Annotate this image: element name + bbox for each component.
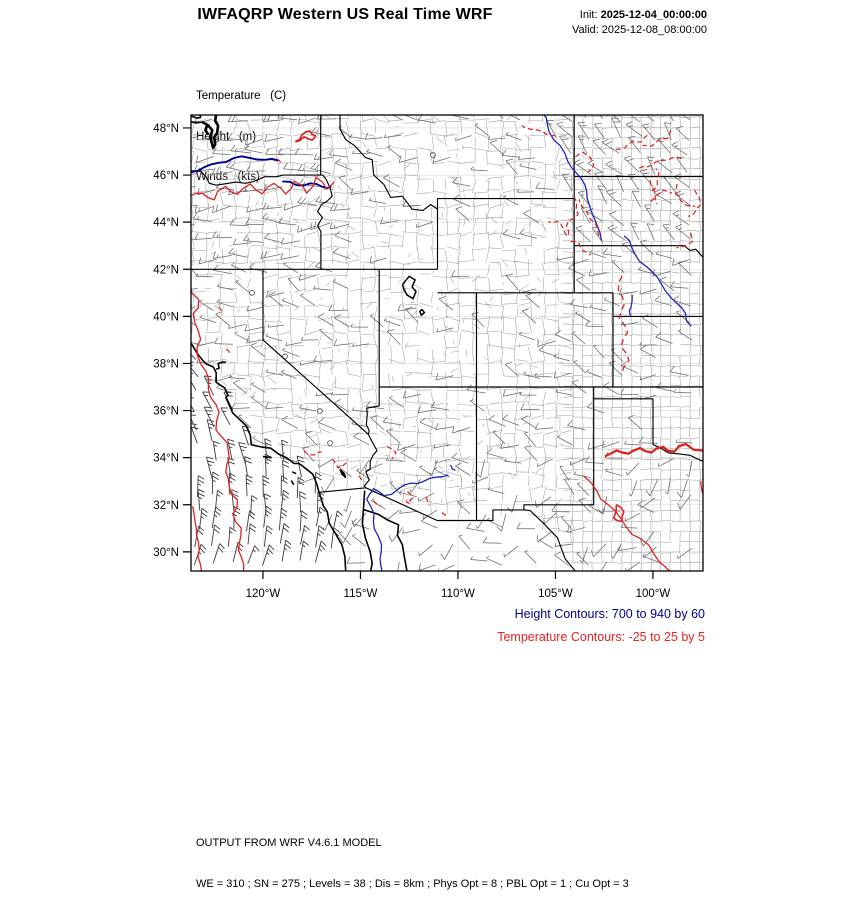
valid-value: 2025-12-08_08:00:00 [601, 24, 707, 36]
lat-tick-label: 42°N [153, 264, 179, 277]
temperature-contours [406, 492, 413, 504]
lon-tick-label: 100°W [635, 588, 671, 600]
valid-label: Valid: [572, 24, 602, 36]
temperature-contours [701, 481, 703, 493]
graticule [191, 115, 703, 571]
temperature-contours [359, 476, 365, 482]
map-layers [170, 100, 710, 579]
temperature-contours [373, 501, 381, 507]
lon-tick-label: 115°W [343, 588, 378, 600]
calm-wind-circle [317, 409, 322, 414]
height-contour-caption: Height Contours: 700 to 940 by 60 [514, 607, 705, 621]
puget-sound [203, 114, 219, 148]
lat-tick-label: 34°N [153, 452, 179, 465]
temperature-contour-caption: Temperature Contours: -25 to 25 by 5 [497, 630, 705, 644]
lat-tick-label: 46°N [153, 170, 179, 183]
init-label: Init: [579, 9, 601, 21]
legend-line-height: Height (m) [196, 130, 257, 143]
lat-tick-label: 30°N [153, 546, 179, 559]
temperature-contours [605, 444, 703, 456]
lon-tick-label: 105°W [538, 588, 573, 600]
temperature-contours [571, 241, 591, 255]
footer-model-line: OUTPUT FROM WRF V4.6.1 MODEL [196, 837, 382, 849]
salton-sea [340, 469, 346, 477]
temperature-contours [191, 285, 244, 574]
temperature-contours [226, 349, 230, 354]
temperature-contours [426, 497, 429, 505]
lat-tick-label: 44°N [153, 217, 179, 230]
rivers [367, 113, 691, 573]
lon-tick-label: 120°W [245, 588, 281, 600]
temperature-contours [191, 177, 334, 199]
temperature-contours [193, 506, 202, 573]
lat-tick-label: 32°N [153, 499, 179, 512]
legend-line-winds: Winds (kts) [196, 171, 260, 183]
legend-line-temperature: Temperature (C) [196, 90, 287, 102]
lat-tick-label: 40°N [153, 311, 179, 324]
model-footer [196, 810, 629, 905]
footer-config-line: WE = 310 ; SN = 275 ; Levels = 38 ; Dis = 8km ; Phys Opt = 8 ; PBL Opt = 1 ; Cu Opt = 3 [196, 877, 629, 890]
init-value: 2025-12-04_00:00:00 [600, 9, 707, 21]
lat-tick-label: 48°N [153, 122, 179, 135]
temperature-contours [277, 159, 282, 165]
calm-wind-circle [328, 441, 333, 446]
temperature-contours [676, 184, 696, 206]
lat-tick-label: 36°N [153, 405, 179, 418]
lat-tick-label: 38°N [153, 358, 179, 371]
calm-wind-circle [250, 290, 255, 295]
page-title: IWFAQRP Western US Real Time WRF [197, 6, 493, 23]
temperature-contours [639, 157, 681, 168]
lon-tick-label: 110°W [441, 588, 475, 600]
wind-barbs-land [176, 100, 693, 579]
map-frame [191, 115, 703, 571]
